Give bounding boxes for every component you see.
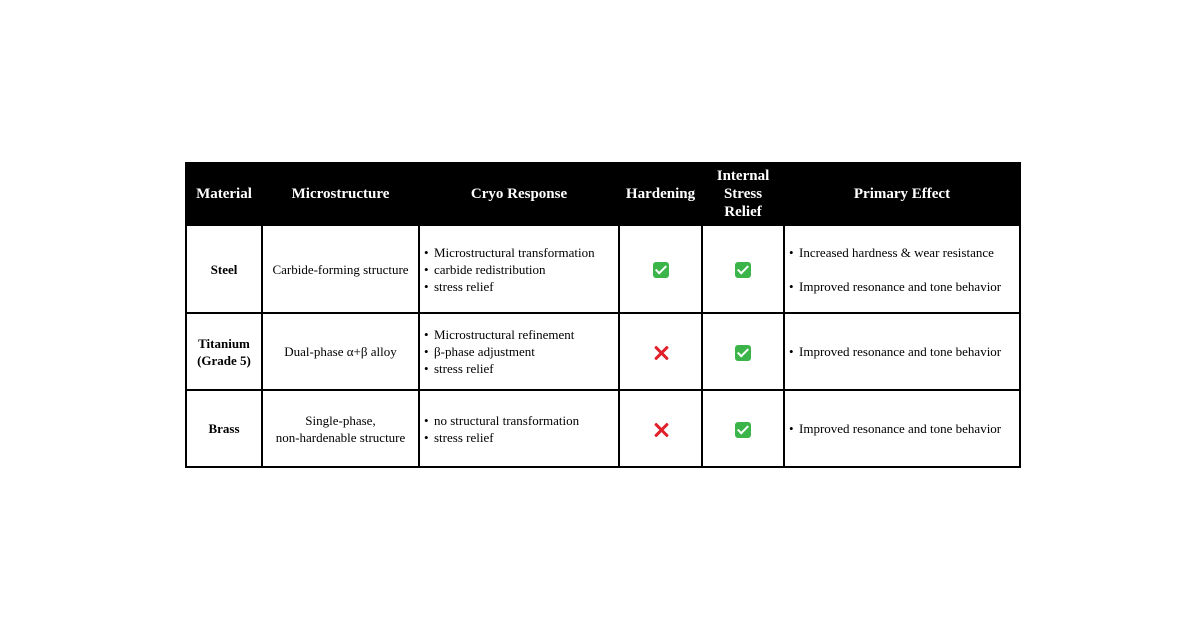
- material-cell: [186, 225, 262, 313]
- comparison-table: [185, 162, 1021, 468]
- list-item: • Microstructural transformation: [424, 244, 618, 261]
- header-line: Stress: [723, 186, 763, 202]
- microstructure-line: non-hardenable structure: [275, 429, 406, 445]
- cryo-response-cell: [419, 390, 619, 467]
- header-internal-stress-relief: [702, 163, 784, 225]
- table-row: [186, 390, 1020, 467]
- primary-effect-cell: [784, 313, 1020, 390]
- stress-relief-cell: [702, 313, 784, 390]
- header-primary-effect: Primary Effect: [784, 163, 1020, 225]
- list-item: • Microstructural refinement: [424, 326, 618, 343]
- cross-icon: [653, 345, 669, 361]
- header-line: Relief: [724, 204, 762, 220]
- cryo-response-cell: [419, 313, 619, 390]
- primary-effect-list: [785, 420, 1019, 437]
- material-name-line: Titanium: [198, 335, 250, 351]
- hardening-cell: [619, 390, 702, 467]
- microstructure-text: Carbide-forming structure: [272, 261, 409, 277]
- hardening-cell: [619, 225, 702, 313]
- material-name: Steel: [210, 261, 238, 277]
- check-icon: [735, 422, 751, 438]
- stress-relief-cell: [702, 225, 784, 313]
- primary-effect-list: [785, 244, 1019, 295]
- check-icon: [735, 262, 751, 278]
- header-hardening: Hardening: [619, 163, 702, 225]
- cryo-response-list: [420, 326, 618, 377]
- header-material: Material: [186, 163, 262, 225]
- microstructure-cell: [262, 225, 419, 313]
- microstructure-text: Dual-phase α+β alloy: [284, 344, 397, 359]
- list-item: • Improved resonance and tone behavior: [789, 343, 1019, 360]
- primary-effect-list: [785, 343, 1019, 360]
- hardening-cell: [619, 313, 702, 390]
- header-row: [186, 163, 1020, 225]
- table-row: [186, 313, 1020, 390]
- microstructure-cell: [262, 313, 419, 390]
- list-item: • no structural transformation: [424, 412, 618, 429]
- primary-effect-cell: [784, 225, 1020, 313]
- cross-icon: [653, 422, 669, 438]
- list-item: • carbide redistribution: [424, 261, 618, 278]
- material-cell: [186, 390, 262, 467]
- microstructure-cell: [262, 390, 419, 467]
- list-item: • stress relief: [424, 278, 618, 295]
- cryo-response-list: [420, 244, 618, 295]
- header-cryo-response: Cryo Response: [419, 163, 619, 225]
- cryo-response-list: [420, 412, 618, 446]
- list-item: • stress relief: [424, 360, 618, 377]
- list-item: • Improved resonance and tone behavior: [789, 420, 1019, 437]
- list-item: • Increased hardness & wear resistance: [789, 244, 1019, 261]
- material-name: Brass: [208, 421, 240, 436]
- cryo-response-cell: [419, 225, 619, 313]
- table-row: [186, 225, 1020, 313]
- check-icon: [653, 262, 669, 278]
- check-icon: [735, 345, 751, 361]
- list-item: • Improved resonance and tone behavior: [789, 278, 1019, 295]
- list-item: • stress relief: [424, 429, 618, 446]
- material-name-line: (Grade 5): [197, 352, 251, 368]
- microstructure-line: Single-phase,: [305, 412, 376, 428]
- primary-effect-cell: [784, 390, 1020, 467]
- header-microstructure: Microstructure: [262, 163, 419, 225]
- stress-relief-cell: [702, 390, 784, 467]
- list-item: • β-phase adjustment: [424, 343, 618, 360]
- header-line: Internal: [716, 168, 770, 184]
- material-cell: [186, 313, 262, 390]
